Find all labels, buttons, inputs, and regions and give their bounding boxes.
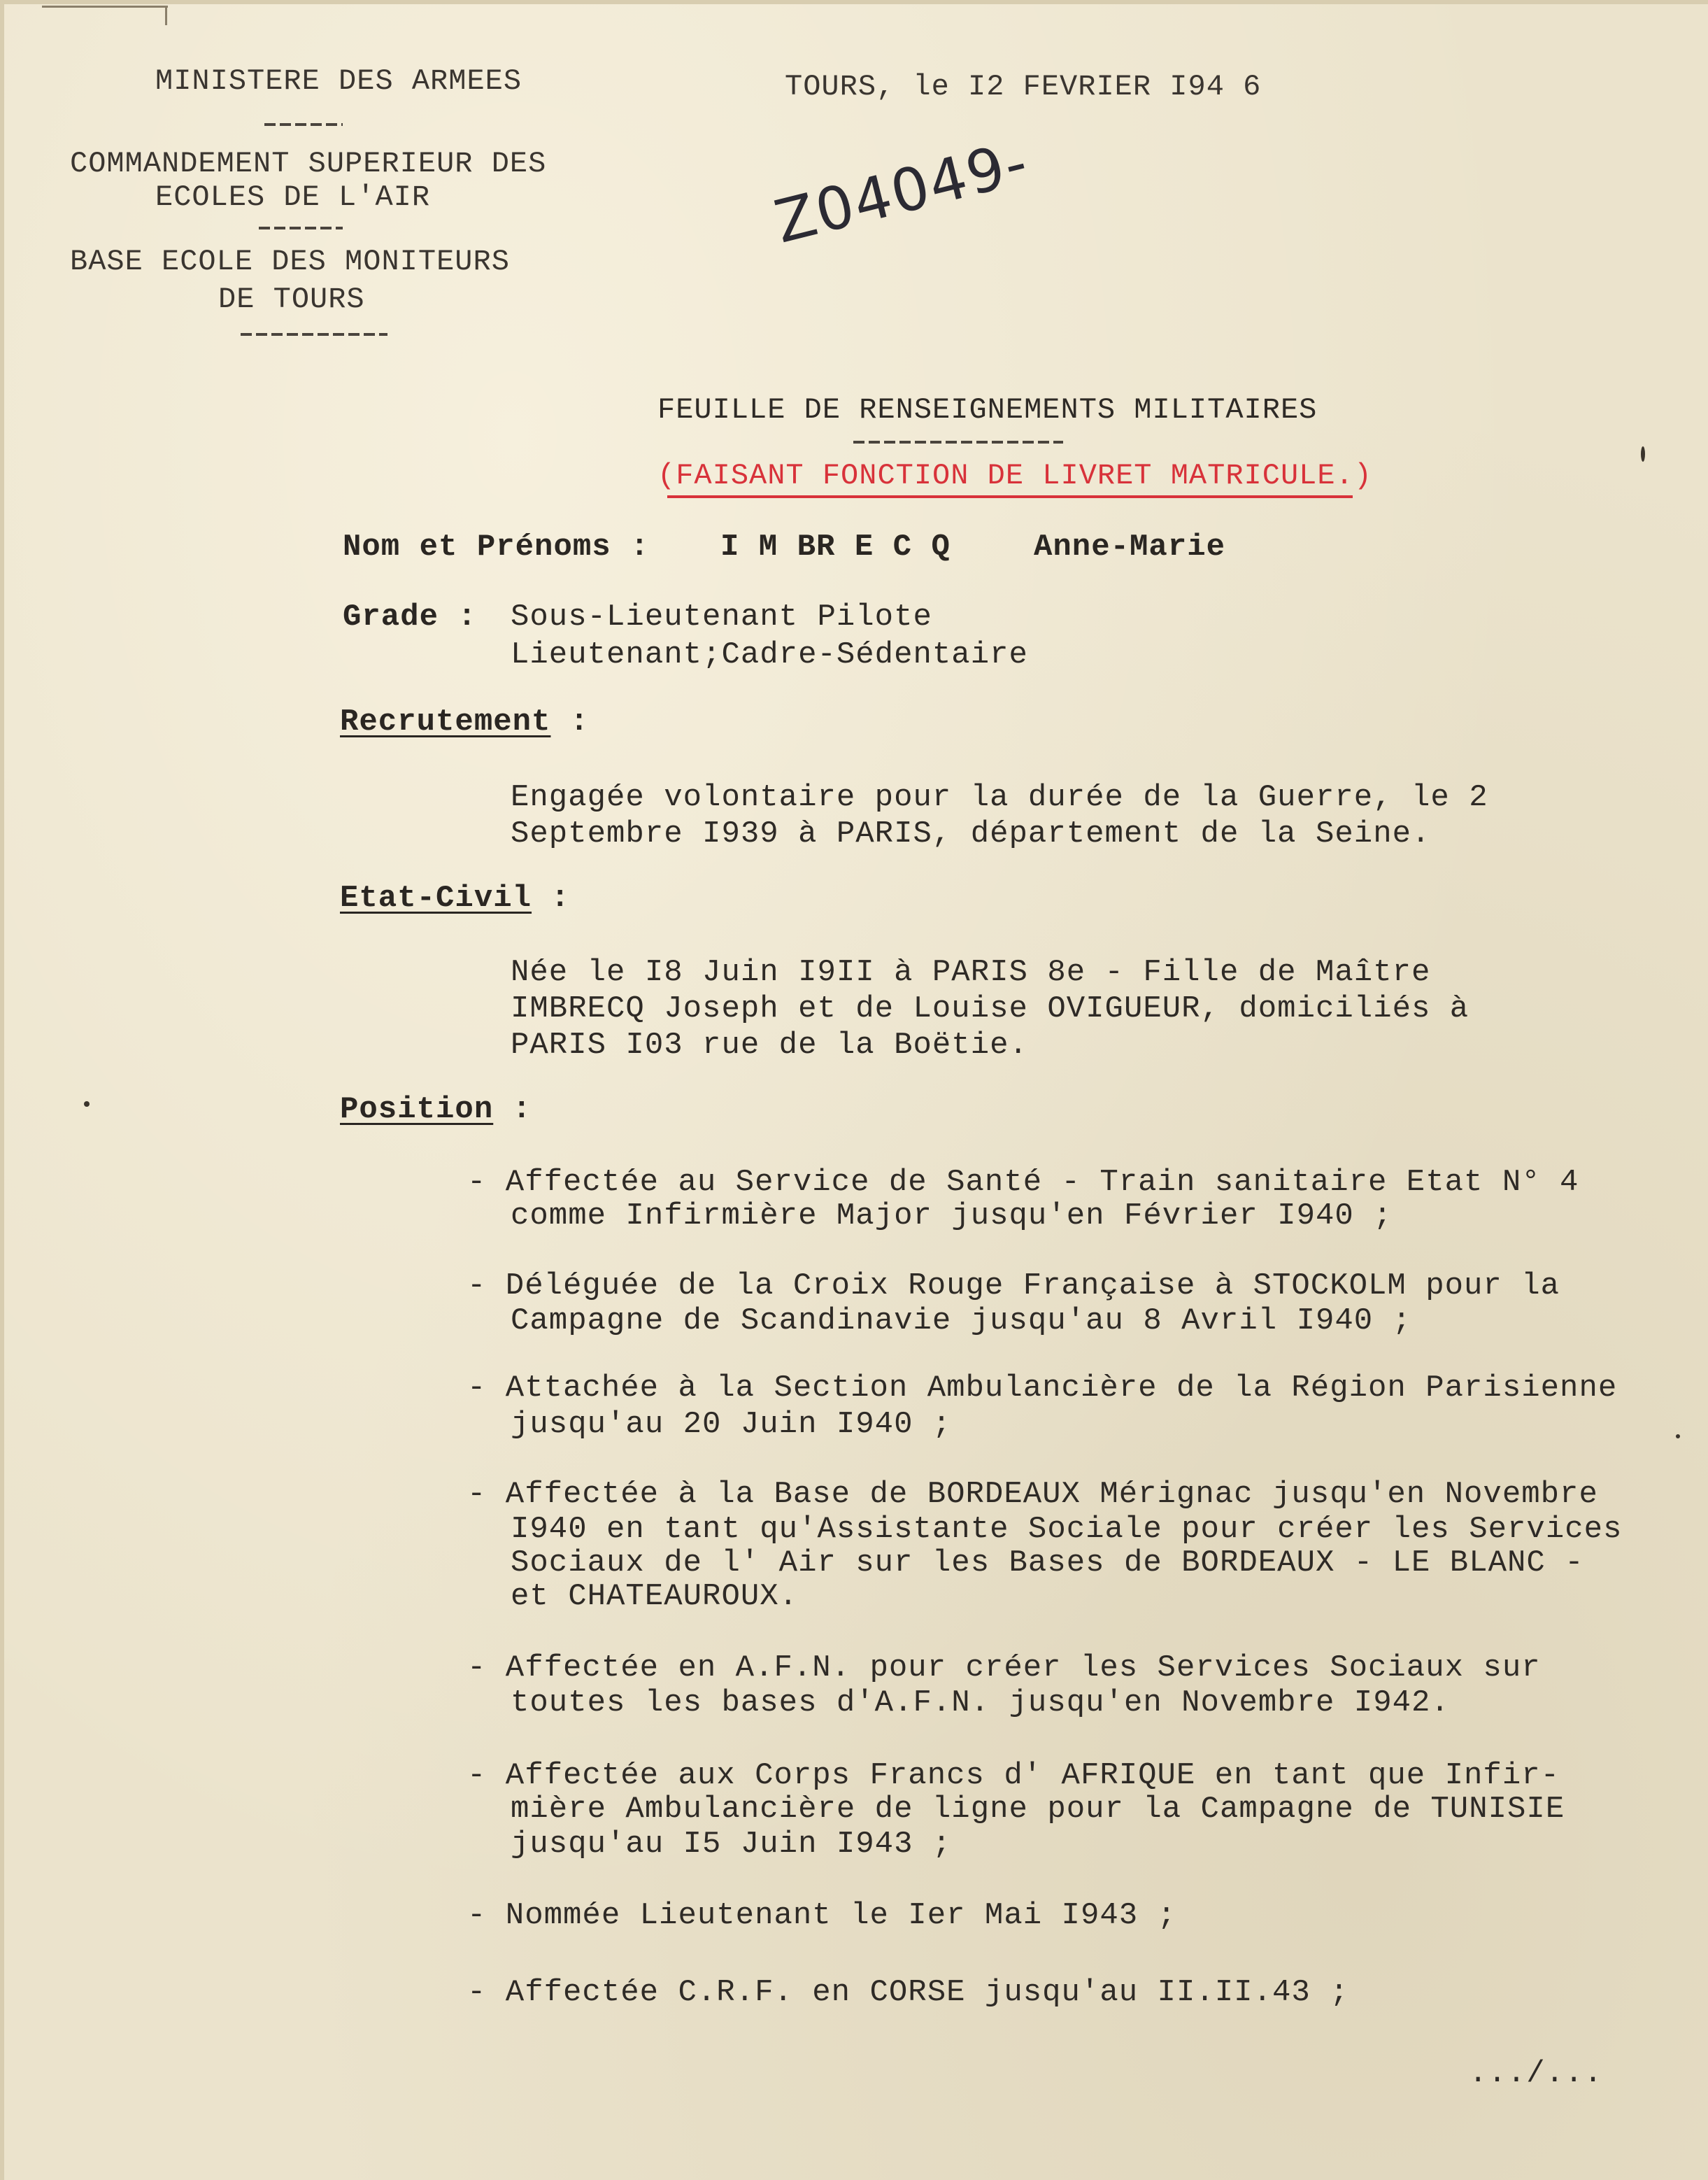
recruitment-line-2: Septembre I939 à PARIS, département de la Seine. (511, 816, 1431, 851)
position-entry-6-line-3: jusqu'au I5 Juin I943 ; (511, 1827, 952, 1862)
separator-dash (241, 333, 387, 336)
position-entry-6-line-1: - Affectée aux Corps Francs d' AFRIQUE en tant que Infir- (467, 1758, 1560, 1793)
given-names: Anne-Marie (1034, 530, 1226, 565)
document-title: FEUILLE DE RENSEIGNEMENTS MILITAIRES (657, 393, 1318, 427)
place-date: TOURS, le I2 FEVRIER I94 6 (785, 70, 1262, 104)
corner-mark (165, 6, 167, 25)
civil-status-line-1: Née le I8 Juin I9II à PARIS 8e - Fille de Maître (511, 955, 1431, 990)
position-entry-7-line-1: - Nommée Lieutenant le Ier Mai I943 ; (467, 1898, 1176, 1933)
position-entry-1-line-2: comme Infirmière Major jusqu'en Février I940 ; (511, 1198, 1393, 1233)
grade-line-2: Lieutenant;Cadre-Sédentaire (511, 637, 1028, 672)
continuation-mark: .../... (1469, 2056, 1603, 2091)
command-line-2: ECOLES DE L'AIR (155, 181, 431, 214)
position-colon: : (512, 1092, 532, 1127)
recruitment-colon: : (569, 705, 590, 739)
position-entry-4-line-1: - Affectée à la Base de BORDEAUX Mérignac jusqu'en Novembre (467, 1477, 1598, 1512)
name-label: Nom et Prénoms : (343, 530, 650, 565)
separator-dash (259, 227, 343, 229)
position-entry-2-line-2: Campagne de Scandinavie jusqu'au 8 Avril I940 ; (511, 1303, 1412, 1338)
ink-blot (1641, 446, 1645, 462)
title-underline (853, 441, 1063, 444)
position-label: Position (340, 1092, 494, 1127)
position-entry-3-line-1: - Attachée à la Section Ambulancière de la Région Parisienne (467, 1371, 1618, 1406)
position-entry-4-line-4: et CHATEAUROUX. (511, 1579, 799, 1614)
handwritten-reference: Z04049- (768, 127, 1035, 257)
grade-line-1: Sous-Lieutenant Pilote (511, 600, 932, 635)
recruitment-line-1: Engagée volontaire pour la durée de la Guerre, le 2 (511, 780, 1488, 815)
corner-mark (42, 6, 168, 8)
base-line-1: BASE ECOLE DES MONITEURS (70, 245, 510, 278)
civil-status-line-3: PARIS I03 rue de la Boëtie. (511, 1028, 1028, 1063)
position-entry-4-line-3: Sociaux de l' Air sur les Bases de BORDEAUX - LE BLANC - (511, 1545, 1584, 1580)
position-entry-1-line-1: - Affectée au Service de Santé - Train sanitaire Etat N° 4 (467, 1165, 1579, 1200)
subtitle-underline (667, 495, 1353, 498)
paper-edge-top (0, 0, 1708, 4)
ink-blot (1676, 1434, 1680, 1438)
base-line-2: DE TOURS (218, 283, 365, 316)
civil-status-heading (340, 880, 570, 916)
grade-label: Grade : (343, 600, 477, 635)
position-entry-3-line-2: jusqu'au 20 Juin I940 ; (511, 1407, 952, 1442)
position-entry-2-line-1: - Déléguée de la Croix Rouge Française à STOCKOLM pour la (467, 1268, 1560, 1303)
recruitment-heading (340, 704, 589, 740)
position-entry-5-line-2: toutes les bases d'A.F.N. jusqu'en Novembre I942. (511, 1685, 1450, 1720)
position-entry-4-line-2: I940 en tant qu'Assistante Sociale pour créer les Services (511, 1512, 1623, 1547)
ink-blot (84, 1101, 90, 1107)
surname: I M BR E C Q (720, 530, 951, 565)
separator-dash (264, 123, 343, 126)
position-entry-5-line-1: - Affectée en A.F.N. pour créer les Services Sociaux sur (467, 1650, 1541, 1685)
position-entry-6-line-2: mière Ambulancière de ligne pour la Campagne de TUNISIE (511, 1792, 1565, 1827)
position-heading (340, 1091, 532, 1128)
ministry-name: MINISTERE DES ARMEES (155, 64, 522, 98)
civil-status-line-2: IMBRECQ Joseph et de Louise OVIGUEUR, domiciliés à (511, 991, 1469, 1026)
document-subtitle: (FAISANT FONCTION DE LIVRET MATRICULE.) (657, 459, 1372, 493)
recruitment-label: Recrutement (340, 705, 551, 739)
civil-status-colon: : (550, 881, 570, 916)
civil-status-label: Etat-Civil (340, 881, 532, 916)
position-entry-8-line-1: - Affectée C.R.F. en CORSE jusqu'au II.II.43 ; (467, 1975, 1349, 2010)
paper-edge-left (0, 0, 4, 2180)
command-line-1: COMMANDEMENT SUPERIEUR DES (70, 147, 547, 181)
